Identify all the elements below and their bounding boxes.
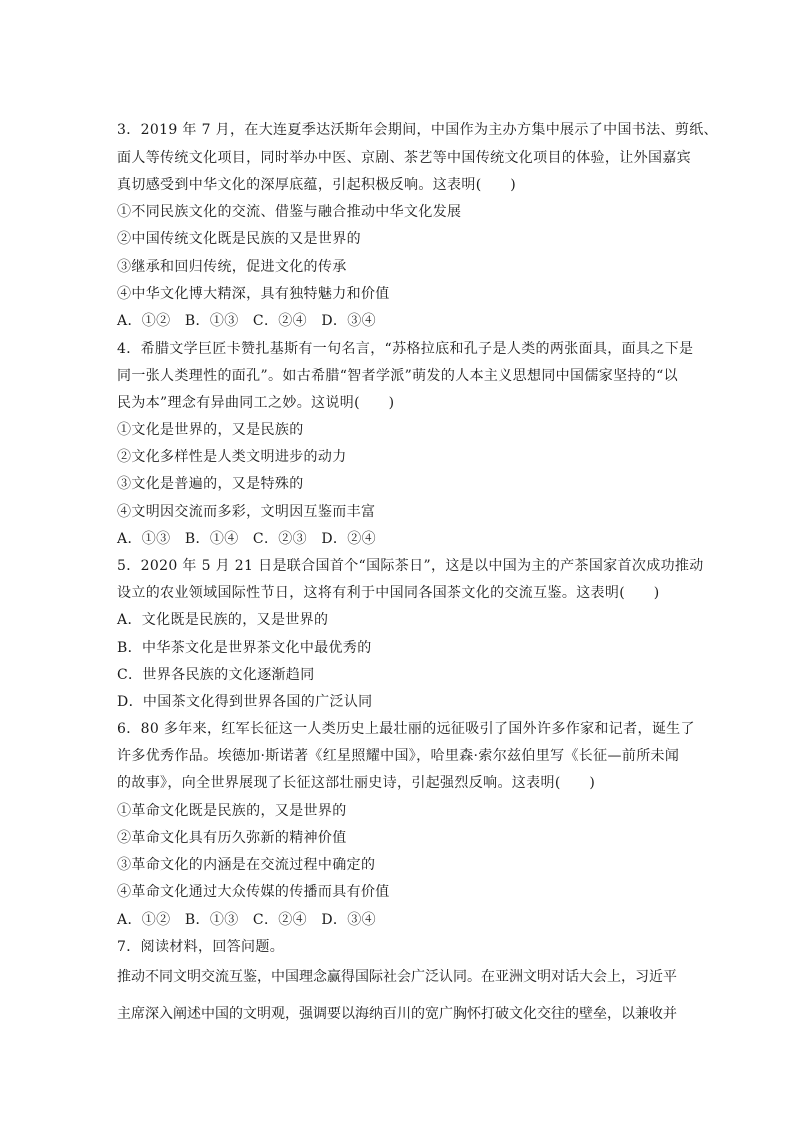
q4-answer-choices: A．①③ B．①④ C．②③ D．②④ xyxy=(117,531,376,547)
q3-stem-line-1: 3．2019 年 7 月，在大连夏季达沃斯年会期间，中国作为主办方集中展示了中国书法、剪纸、 xyxy=(117,122,718,138)
q6-stem-line-3: 的故事》，向全世界展现了长征这部壮丽史诗，引起强烈反响。这表明( ) xyxy=(117,775,596,791)
q4-option-4: ④文明因交流而多彩，文明因互鉴而丰富 xyxy=(117,504,376,520)
q3-stem-line-3: 真切感受到中华文化的深厚底蕴，引起积极反响。这表明( ) xyxy=(117,177,517,193)
q4-stem-line-3: 民为本”理念有异曲同工之妙。这说明( ) xyxy=(117,395,395,411)
q7-material-line-2: 主席深入阐述中国的文明观，强调要以海纳百川的宽广胸怀打破文化交往的壁垒，以兼收并 xyxy=(117,1006,677,1022)
q5-stem-line-2: 设立的农业领域国际性节日，这将有利于中国同各国茶文化的交流互鉴。这表明( ) xyxy=(117,585,660,601)
q4-option-2: ②文化多样性是人类文明进步的动力 xyxy=(117,449,347,465)
q6-stem-line-1: 6．80 多年来，红军长征这一人类历史上最壮丽的远征吸引了国外许多作家和记者，诞生了 xyxy=(117,721,695,737)
q6-option-1: ①革命文化既是民族的，又是世界的 xyxy=(117,803,347,819)
q5-option-c: C．世界各民族的文化逐渐趋同 xyxy=(117,667,315,683)
q3-option-1: ①不同民族文化的交流、借鉴与融合推动中华文化发展 xyxy=(117,204,462,220)
q3-option-2: ②中国传统文化既是民族的又是世界的 xyxy=(117,231,361,247)
q6-option-4: ④革命文化通过大众传媒的传播而具有价值 xyxy=(117,884,390,900)
q5-stem-line-1: 5．2020 年 5 月 21 日是联合国首个“国际茶日”，这是以中国为主的产茶国家首次成功推动 xyxy=(117,558,704,574)
q4-option-1: ①文化是世界的，又是民族的 xyxy=(117,422,304,438)
q6-option-2: ②革命文化具有历久弥新的精神价值 xyxy=(117,830,347,846)
q5-option-a: A．文化既是民族的，又是世界的 xyxy=(117,612,329,628)
q6-stem-line-2: 许多优秀作品。埃德加·斯诺著《红星照耀中国》，哈里森·索尔兹伯里写《长征—前所未闻 xyxy=(117,748,680,764)
q7-material-line-1: 推动不同文明交流互鉴，中国理念赢得国际社会广泛认同。在亚洲文明对话大会上，习近平 xyxy=(117,969,677,985)
q3-stem-line-2: 面人等传统文化项目，同时举办中医、京剧、茶艺等中国传统文化项目的体验，让外国嘉宾 xyxy=(117,150,691,166)
q3-answer-choices: A．①② B．①③ C．②④ D．③④ xyxy=(117,313,376,329)
q4-stem-line-1: 4．希腊文学巨匠卡赞扎基斯有一句名言，“苏格拉底和孔子是人类的两张面具，面具之下是 xyxy=(117,341,694,357)
q6-answer-choices: A．①② B．①③ C．②④ D．③④ xyxy=(117,912,376,928)
q5-option-b: B．中华茶文化是世界茶文化中最优秀的 xyxy=(117,640,372,656)
q6-option-3: ③革命文化的内涵是在交流过程中确定的 xyxy=(117,857,376,873)
q5-option-d: D．中国茶文化得到世界各国的广泛认同 xyxy=(117,694,373,710)
q3-option-3: ③继承和回归传统，促进文化的传承 xyxy=(117,259,347,275)
q4-option-3: ③文化是普遍的，又是特殊的 xyxy=(117,476,304,492)
q4-stem-line-2: 同一张人类理性的面孔”。如古希腊“智者学派”萌发的人本主义思想同中国儒家坚持的“以 xyxy=(117,368,678,384)
q7-stem: 7．阅读材料，回答问题。 xyxy=(117,939,285,955)
q3-option-4: ④中华文化博大精深，具有独特魅力和价值 xyxy=(117,286,390,302)
